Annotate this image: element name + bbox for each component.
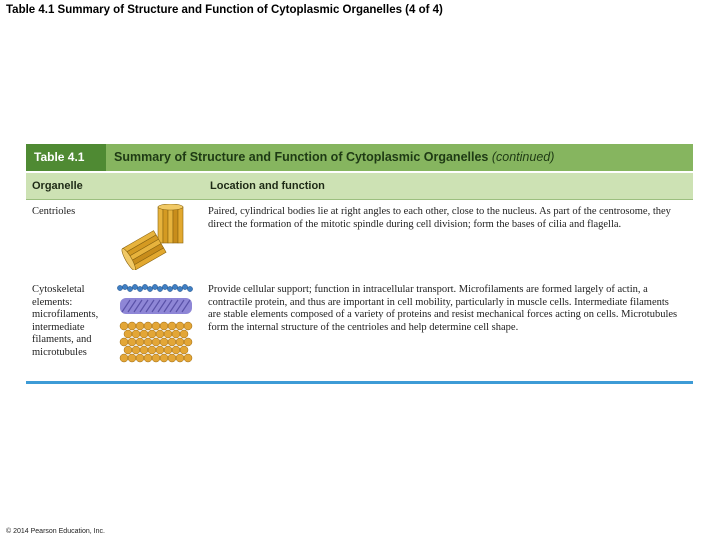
copyright-footer: © 2014 Pearson Education, Inc.	[6, 528, 105, 535]
column-header-organelle: Organelle	[32, 180, 83, 192]
table-title-text: Summary of Structure and Function of Cytoplasmic Organelles	[114, 150, 489, 164]
slide-title: Table 4.1 Summary of Structure and Function of Cytoplasmic Organelles (4 of 4)	[6, 4, 443, 16]
cytoskeleton-icon	[116, 282, 196, 366]
table-number: Table 4.1	[26, 144, 106, 171]
column-header-row	[26, 173, 693, 200]
function-text-centrioles: Paired, cylindrical bodies lie at right angles to each other, close to the nucleus. As part of the centrosome, they direct the formation of the mitotic spindle during cell division; form the bases of cilia and flagella.	[208, 206, 671, 230]
table-header-band	[26, 144, 693, 171]
organelle-name-centrioles: Centrioles	[32, 206, 76, 217]
column-header-function: Location and function	[210, 180, 325, 192]
function-text-cytoskeletal: Provide cellular support; function in intracellular transport. Microfilaments are formed largely of actin, a contractile protein, and thus are important in cell mobility, particularly in muscle cells. Intermediate filaments are stable elements composed of a variety of proteins and resist mechanical forces acting on cells. Microtubules form the internal structure of the centrioles and help determine cell shape.	[208, 284, 678, 333]
table-title-suffix: (continued)	[491, 150, 555, 164]
organelle-table	[26, 144, 693, 384]
organelle-name-cytoskeletal: Cytoskeletal elements: microfilaments, intermediate filaments, and microtubules	[32, 284, 99, 358]
centriole-icon	[118, 204, 188, 270]
table-title	[114, 144, 554, 171]
table-bottom-rule	[26, 381, 693, 384]
